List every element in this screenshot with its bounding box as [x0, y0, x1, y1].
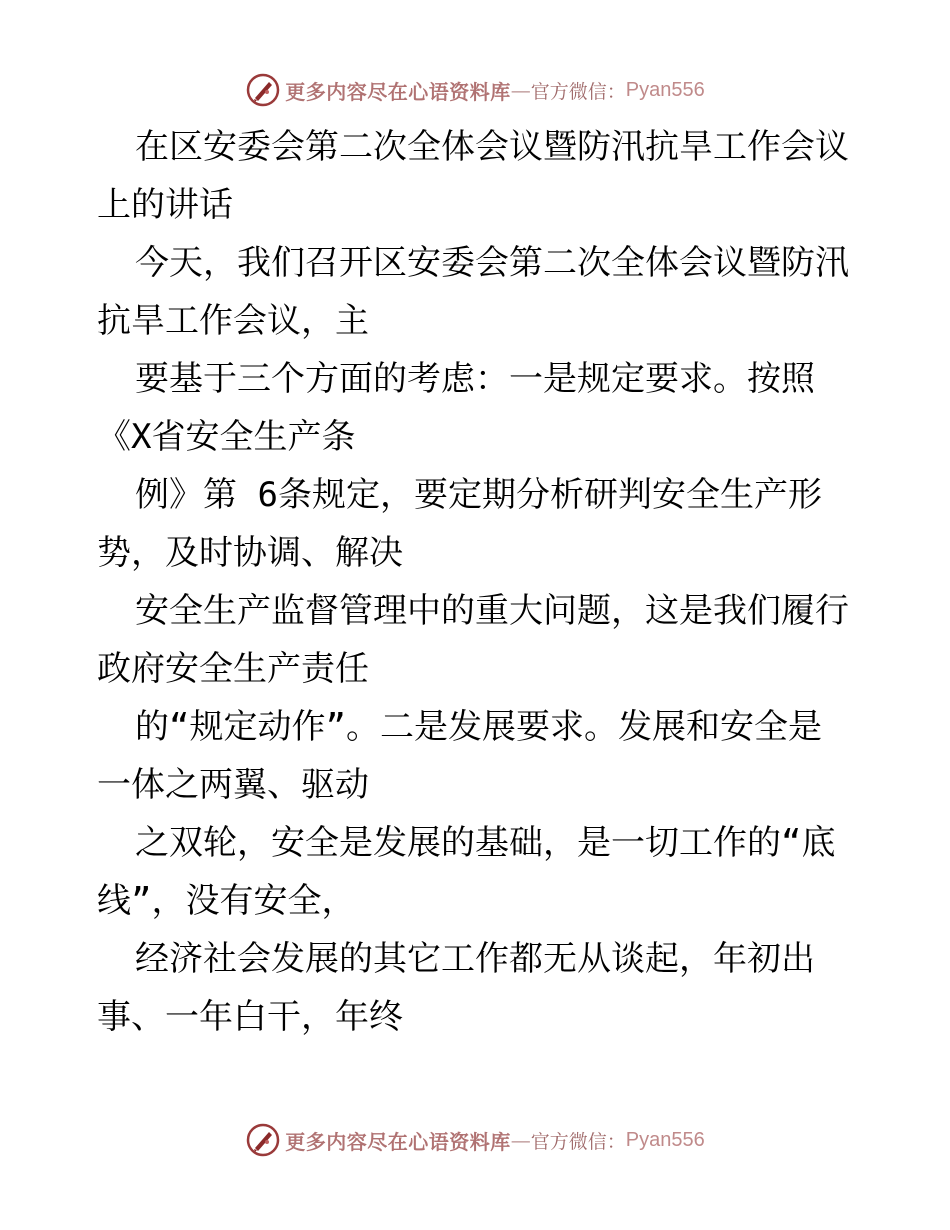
footer-banner — [0, 1120, 950, 1160]
footer-site-text: 更多内容尽在心语资料库 — [285, 1129, 511, 1154]
header-wechat-id: Pyan556 — [625, 78, 705, 101]
footer-dash: — — [510, 1128, 531, 1152]
title-line-2: 上的讲话 — [97, 185, 233, 225]
document-body — [97, 118, 897, 1046]
header-banner — [0, 70, 950, 110]
quill-pen-logo-icon — [245, 72, 281, 108]
paragraph-line: 的“规定动作”。二是发展要求。发展和安全是 — [135, 707, 822, 747]
paragraph-line: 抗旱工作会议，主 — [97, 301, 369, 341]
paragraph-line: 《X省安全生产条 — [97, 417, 356, 457]
paragraph-line: 经济社会发展的其它工作都无从谈起，年初出 — [135, 939, 815, 979]
quill-pen-logo-icon — [245, 1122, 281, 1158]
paragraph-line: 势，及时协调、解决 — [97, 533, 403, 573]
paragraph-line: 一体之两翼、驱动 — [97, 765, 369, 805]
footer-wechat-label: 官方微信： — [530, 1130, 626, 1153]
header-dash: — — [510, 78, 531, 102]
paragraph-line: 事、一年白干，年终 — [97, 997, 403, 1037]
paragraph-line: 例》第 6条规定，要定期分析研判安全生产形 — [135, 475, 822, 515]
header-site-text: 更多内容尽在心语资料库 — [285, 79, 511, 104]
paragraph-line: 之双轮，安全是发展的基础，是一切工作的“底 — [135, 823, 836, 863]
paragraph-line: 安全生产监督管理中的重大问题，这是我们履行 — [135, 591, 849, 631]
footer-wechat-id: Pyan556 — [625, 1128, 705, 1151]
paragraph-line: 要基于三个方面的考虑：一是规定要求。按照 — [135, 359, 815, 399]
title-line-1: 在区安委会第二次全体会议暨防汛抗旱工作会议 — [135, 127, 849, 167]
paragraph-line: 线”，没有安全， — [97, 881, 356, 921]
paragraph-line: 政府安全生产责任 — [97, 649, 369, 689]
paragraph-line: 今天，我们召开区安委会第二次全体会议暨防汛 — [135, 243, 849, 283]
header-wechat-label: 官方微信： — [530, 80, 626, 103]
